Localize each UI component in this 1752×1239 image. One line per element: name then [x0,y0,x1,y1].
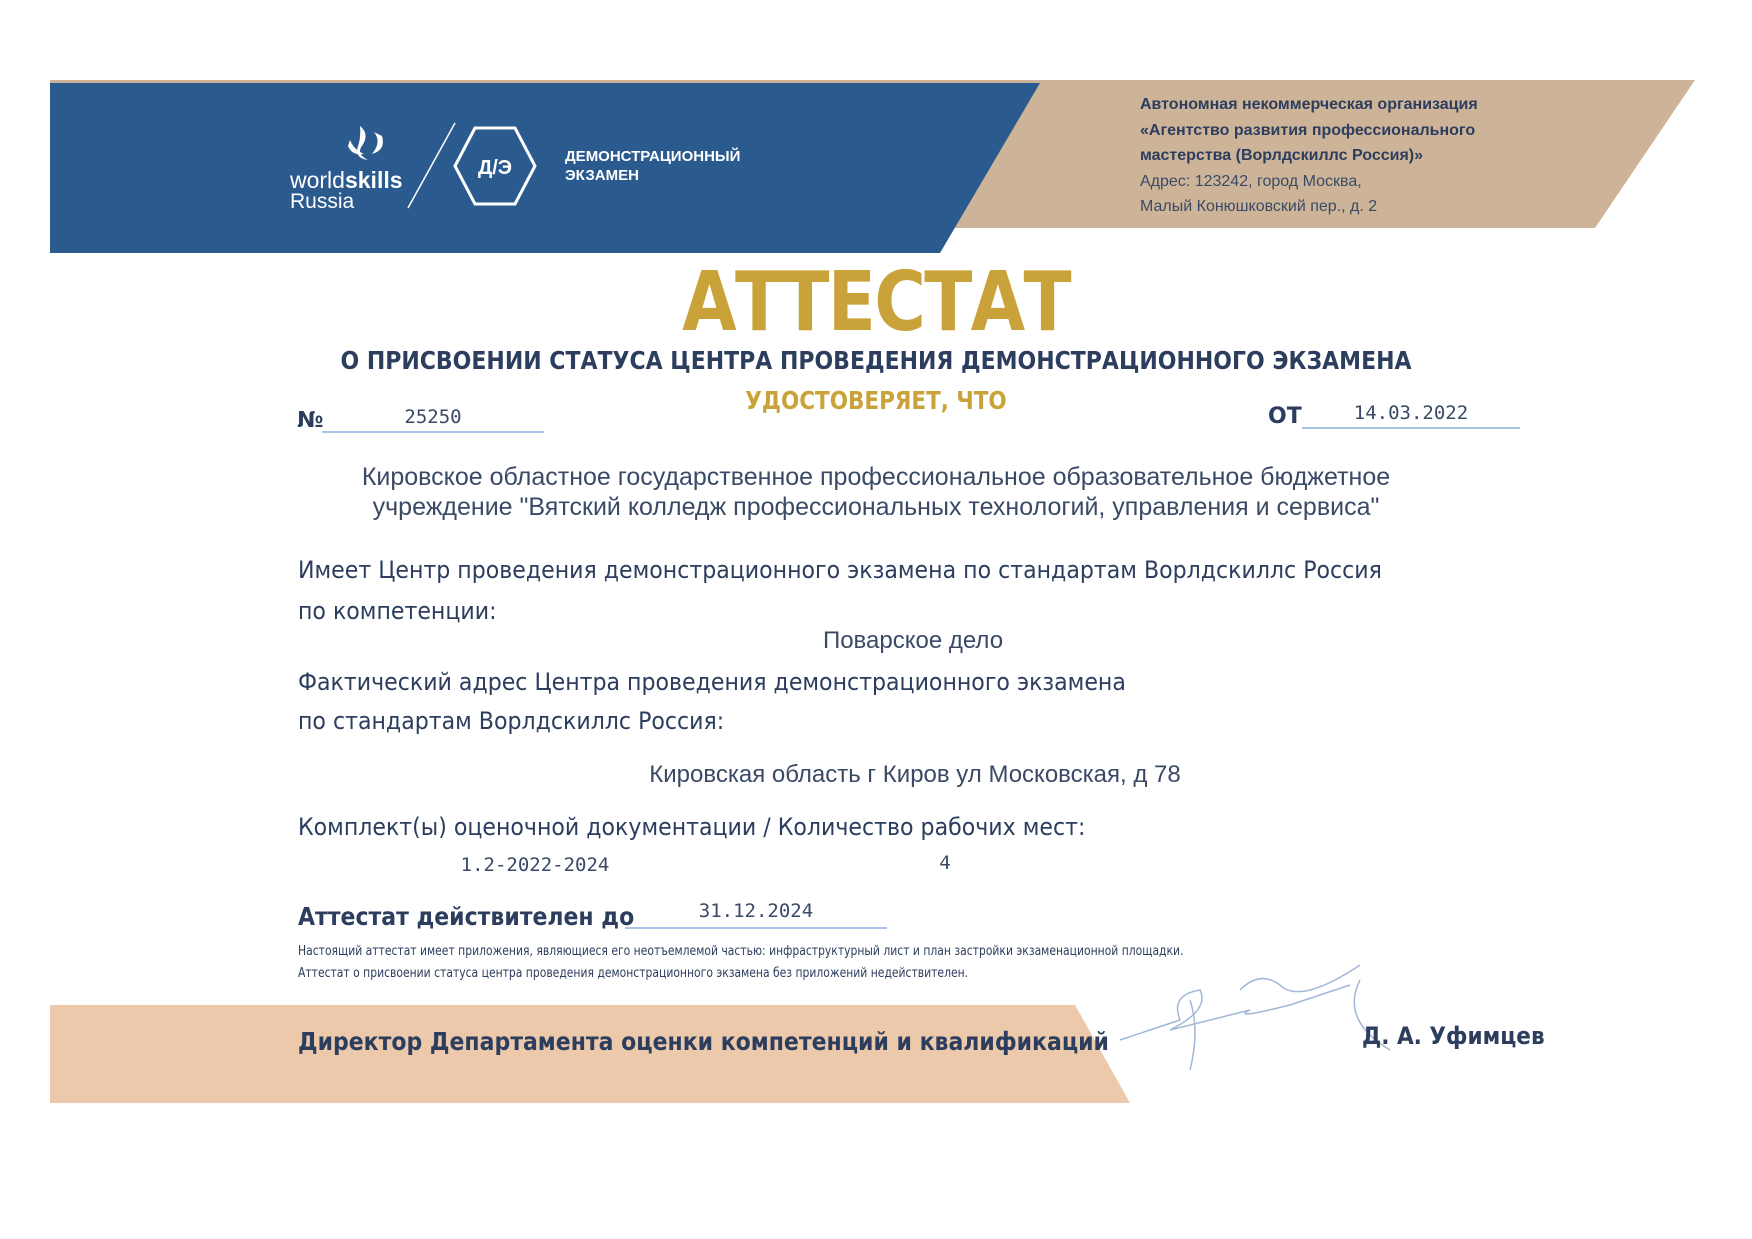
director-label: Директор Департамента оценки компетенций и квалификаций [298,1027,1109,1056]
org-line2: «Агентство развития профессионального [1140,121,1476,139]
certificate-subtitle: О ПРИСВОЕНИИ СТАТУСА ЦЕНТРА ПРОВЕДЕНИЯ ДЕМОНСТРАЦИОННОГО ЭКЗАМЕНА [340,346,1412,375]
address-line1: Фактический адрес Центра проведения демонстрационного экзамена [298,668,1126,696]
note-line2: Аттестат о присвоении статуса центра проведения демонстрационного экзамена без приложений недействителен. [298,966,969,981]
logo-russia-text: Russia [290,190,355,213]
number-value: 25250 [322,406,544,433]
logo-group [290,118,760,218]
kit-value: 1.2-2022-2024 [460,854,610,876]
logo-world-text: world [290,167,345,193]
center-line2: по компетенции: [298,597,497,625]
date-value: 14.03.2022 [1302,402,1520,429]
org-line3: мастерства (Ворлдскиллс Россия)» [1140,147,1424,164]
certifies-text: УДОСТОВЕРЯЕТ, ЧТО [745,386,1007,415]
note-line1: Настоящий аттестат имеет приложения, являющиеся его неотъемлемой частью: инфраструктурный лист и план застройки экзаменационной площадки. [298,944,1184,959]
org-info [1140,92,1580,220]
org-line1: Автономная некоммерческая организация [1140,96,1478,113]
address-line2: по стандартам Ворлдскиллс Россия: [298,707,725,735]
logo-skills-text: skills [344,167,403,193]
org-address-line2: Малый Конюшковский пер., д. 2 [1140,198,1378,215]
worldskills-flame-icon [348,126,383,160]
director-name: Д. А. Уфимцев [1362,1022,1545,1050]
validity-label: Аттестат действителен до [298,902,635,931]
center-line1: Имеет Центр проведения демонстрационного экзамена по стандартам Ворлдскиллс Россия [298,556,1382,584]
signature-mark [1110,960,1410,1080]
validity-value: 31.12.2024 [625,900,887,929]
certificate-title: АТТЕСТАТ [682,255,1070,350]
de-badge-text: Д/Э [477,157,513,179]
logo-divider [408,123,455,208]
address-value: Кировская область г Киров ул Московская, д 78 [649,761,1181,788]
workplaces-value: 4 [939,852,951,874]
date-label: ОТ [1268,404,1302,429]
competence-value: Поварское дело [822,627,1004,654]
organization-line2: учреждение "Вятский колледж профессиональных технологий, управления и сервиса" [372,493,1380,521]
organization-line1: Кировское областное государственное профессиональное образовательное бюджетное [361,463,1391,491]
de-line1: ДЕМОНСТРАЦИОННЫЙ [565,148,741,165]
org-address-line1: Адрес: 123242, город Москва, [1140,172,1362,190]
number-label: № [297,408,324,433]
de-line2: ЭКЗАМЕН [565,167,639,184]
kits-label: Комплект(ы) оценочной документации / Количество рабочих мест: [298,813,1086,841]
